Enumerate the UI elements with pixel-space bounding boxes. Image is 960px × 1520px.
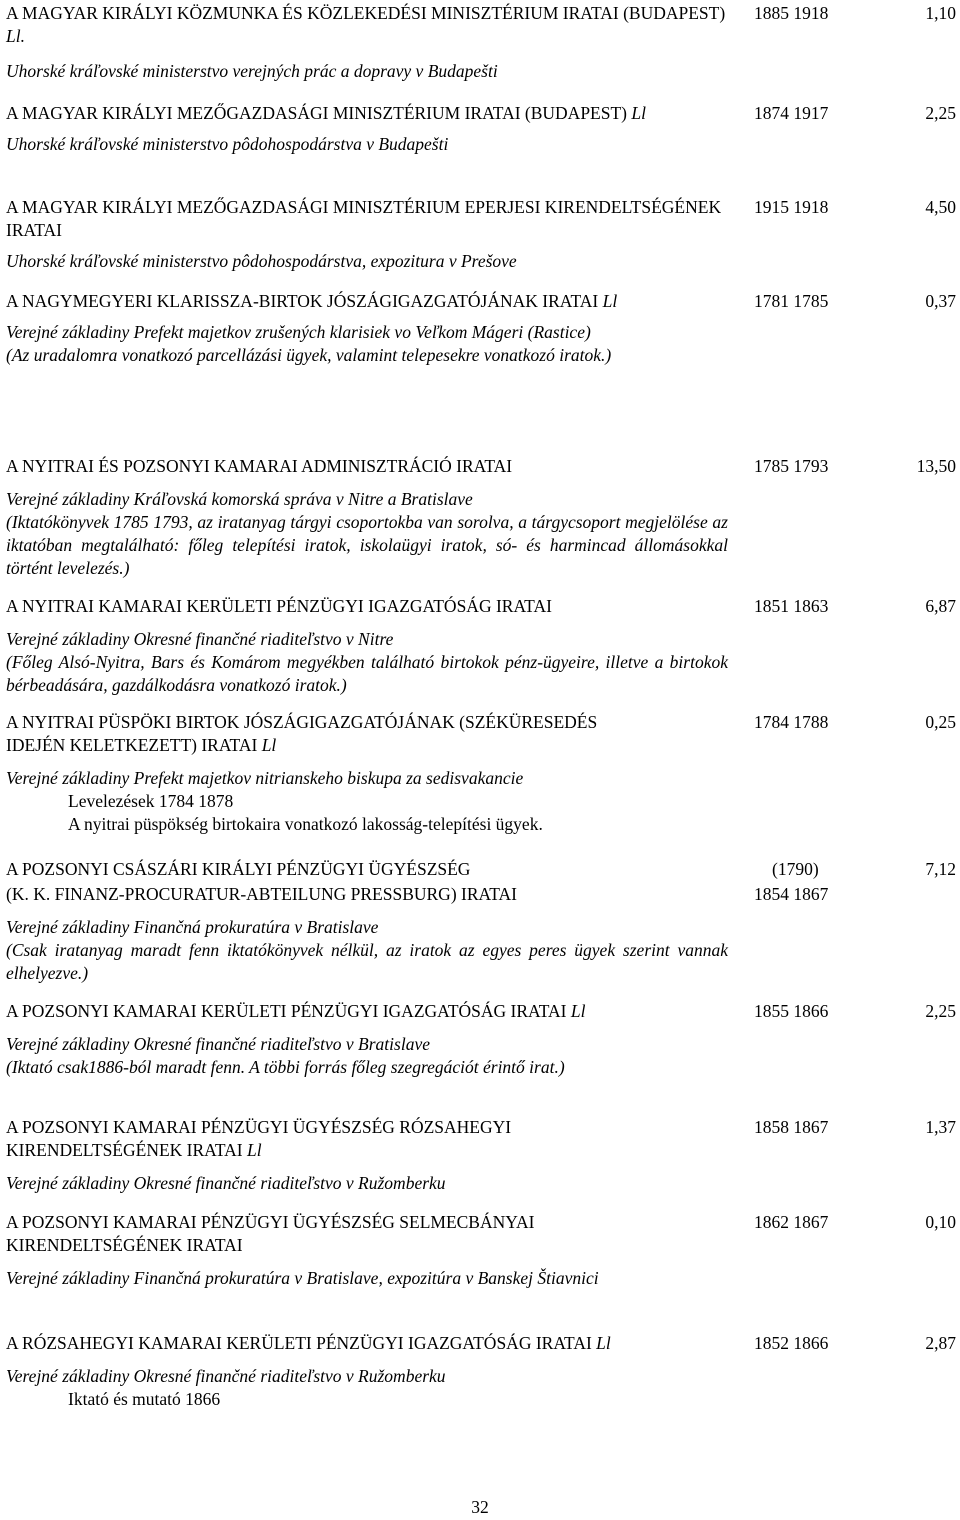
archive-entry <box>6 290 956 367</box>
fond-title: A MAGYAR KIRÁLYI KÖZMUNKA ÉS KÖZLEKEDÉSI MINISZTÉRIUM IRATAI (BUDAPEST) Ll. <box>6 3 726 46</box>
fond-note: (Iktatókönyvek 1785 1793, az iratanyag tárgyi csoportokba van sorolva, a tárgycsoport megjelölése az iktatóban megtalálható: főleg telepítési iratok, iskolaügyi iratok, só- és harmincad állomásokkal történt levelezés.) <box>6 512 728 578</box>
fond-years: 1862 1867 <box>754 1212 829 1232</box>
fond-years: 1781 1785 <box>754 291 829 311</box>
slovak-title: Verejné základiny Okresné finančné riaditeľstvo v Nitre <box>6 629 394 649</box>
archive-entry <box>6 858 956 985</box>
slovak-title: Uhorské kráľovské ministerstvo pôdohospodárstva v Budapešti <box>6 134 449 154</box>
slovak-title: Verejné základiny Prefekt majetkov zrušených klarisiek vo Veľkom Mágeri (Rastice) <box>6 322 591 342</box>
fond-years: 1784 1788 <box>754 712 829 732</box>
fond-years: 1785 1793 <box>754 456 829 476</box>
fond-detail: Levelezések 1784 1878 <box>68 791 234 811</box>
fond-years: 1858 1867 <box>754 1117 829 1137</box>
fond-title: A NYITRAI ÉS POZSONYI KAMARAI ADMINISZTRÁCIÓ IRATAI <box>6 456 513 476</box>
slovak-title: Verejné základiny Prefekt majetkov nitrianskeho biskupa za sedisvakancie <box>6 768 524 788</box>
archive-entry <box>6 102 956 156</box>
archive-entry <box>6 1332 956 1411</box>
archive-entry <box>6 455 956 580</box>
fond-title: A RÓZSAHEGYI KAMARAI KERÜLETI PÉNZÜGYI IGAZGATÓSÁG IRATAI Ll <box>6 1333 611 1353</box>
fond-size: 7,12 <box>925 859 956 879</box>
slovak-title: Uhorské kráľovské ministerstvo pôdohospodárstva, expozitura v Prešove <box>6 251 517 271</box>
fond-detail: Iktató és mutató 1866 <box>68 1389 221 1409</box>
archive-entry <box>6 595 956 697</box>
archive-entry <box>6 1000 956 1079</box>
fond-title: A POZSONYI KAMARAI PÉNZÜGYI ÜGYÉSZSÉG SELMECBÁNYAI KIRENDELTSÉGÉNEK IRATAI <box>6 1212 535 1255</box>
fond-size: 2,25 <box>925 1001 956 1021</box>
fond-size: 13,50 <box>916 456 956 476</box>
fond-size: 0,25 <box>925 712 956 732</box>
slovak-title: Uhorské kráľovské ministerstvo verejných prác a dopravy v Budapešti <box>6 61 498 81</box>
slovak-title: Verejné základiny Okresné finančné riaditeľstvo v Bratislave <box>6 1034 430 1054</box>
fond-note: (Iktató csak1886-ból maradt fenn. A többi forrás főleg szegregációt érintő irat.) <box>6 1057 565 1077</box>
fond-years: (1790) 1854 1867 <box>754 859 829 904</box>
fond-years: 1851 1863 <box>754 596 829 616</box>
fond-note: (Az uradalomra vonatkozó parcellázási ügyek, valamint telepesekre vonatkozó iratok.) <box>6 345 612 365</box>
slovak-title: Verejné základiny Okresné finančné riaditeľstvo v Ružomberku <box>6 1366 446 1386</box>
fond-title: A MAGYAR KIRÁLYI MEZŐGAZDASÁGI MINISZTÉRIUM EPERJESI KIRENDELTSÉGÉNEK IRATAI <box>6 197 722 240</box>
fond-size: 6,87 <box>925 596 956 616</box>
archive-entry <box>6 1211 956 1290</box>
fond-years: 1885 1918 <box>754 3 829 23</box>
fond-title: A POZSONYI KAMARAI PÉNZÜGYI ÜGYÉSZSÉG RÓZSAHEGYI KIRENDELTSÉGÉNEK IRATAI Ll <box>6 1117 512 1160</box>
fond-years: 1874 1917 <box>754 103 829 123</box>
fond-years: 1852 1866 <box>754 1333 829 1353</box>
archive-entry <box>6 1116 956 1195</box>
fond-title: A NYITRAI KAMARAI KERÜLETI PÉNZÜGYI IGAZGATÓSÁG IRATAI <box>6 596 552 616</box>
slovak-title: Verejné základiny Finančná prokuratúra v Bratislave <box>6 917 379 937</box>
fond-title: A MAGYAR KIRÁLYI MEZŐGAZDASÁGI MINISZTÉRIUM IRATAI (BUDAPEST) Ll <box>6 103 646 123</box>
fond-size: 2,87 <box>925 1333 956 1353</box>
fond-detail: A nyitrai püspökség birtokaira vonatkozó lakosság-telepítési ügyek. <box>68 814 543 834</box>
fond-size: 0,37 <box>925 291 956 311</box>
fond-size: 1,10 <box>925 3 956 23</box>
archive-entry <box>6 196 956 273</box>
fond-title: A NAGYMEGYERI KLARISSZA-BIRTOK JÓSZÁGIGAZGATÓJÁNAK IRATAI Ll <box>6 291 618 311</box>
slovak-title: Verejné základiny Kráľovská komorská správa v Nitre a Bratislave <box>6 489 473 509</box>
fond-years: 1855 1866 <box>754 1001 829 1021</box>
fond-size: 0,10 <box>925 1212 956 1232</box>
fond-title: A POZSONYI CSÁSZÁRI KIRÁLYI PÉNZÜGYI ÜGYÉSZSÉG (K. K. FINANZ-PROCURATUR-ABTEILUNG PRESSBURG) IRATAI <box>6 859 517 904</box>
archive-entry <box>6 711 956 836</box>
fond-title: A NYITRAI PÜSPÖKI BIRTOK JÓSZÁGIGAZGATÓJÁNAK (SZÉKÜRESEDÉS IDEJÉN KELETKEZETT) IRATAI Ll <box>6 712 598 755</box>
page-number: 32 <box>471 1497 489 1517</box>
archive-entry <box>6 2 956 83</box>
fond-note: (Csak iratanyag maradt fenn iktatókönyvek nélkül, az iratok az egyes peres ügyek szerint vannak elhelyezve.) <box>6 940 728 983</box>
fond-size: 4,50 <box>925 197 956 217</box>
fond-note: (Főleg Alsó-Nyitra, Bars és Komárom megyékben található birtokok pénz-ügyeire, illetve a birtokok bérbeadására, gazdálkodásra vonatkozó iratok.) <box>6 652 728 695</box>
fond-title: A POZSONYI KAMARAI KERÜLETI PÉNZÜGYI IGAZGATÓSÁG IRATAI Ll <box>6 1001 586 1021</box>
fond-size: 1,37 <box>925 1117 956 1137</box>
fond-size: 2,25 <box>925 103 956 123</box>
slovak-title: Verejné základiny Finančná prokuratúra v Bratislave, expozitúra v Banskej Štiavnici <box>6 1268 599 1288</box>
fond-years: 1915 1918 <box>754 197 829 217</box>
slovak-title: Verejné základiny Okresné finančné riaditeľstvo v Ružomberku <box>6 1173 446 1193</box>
